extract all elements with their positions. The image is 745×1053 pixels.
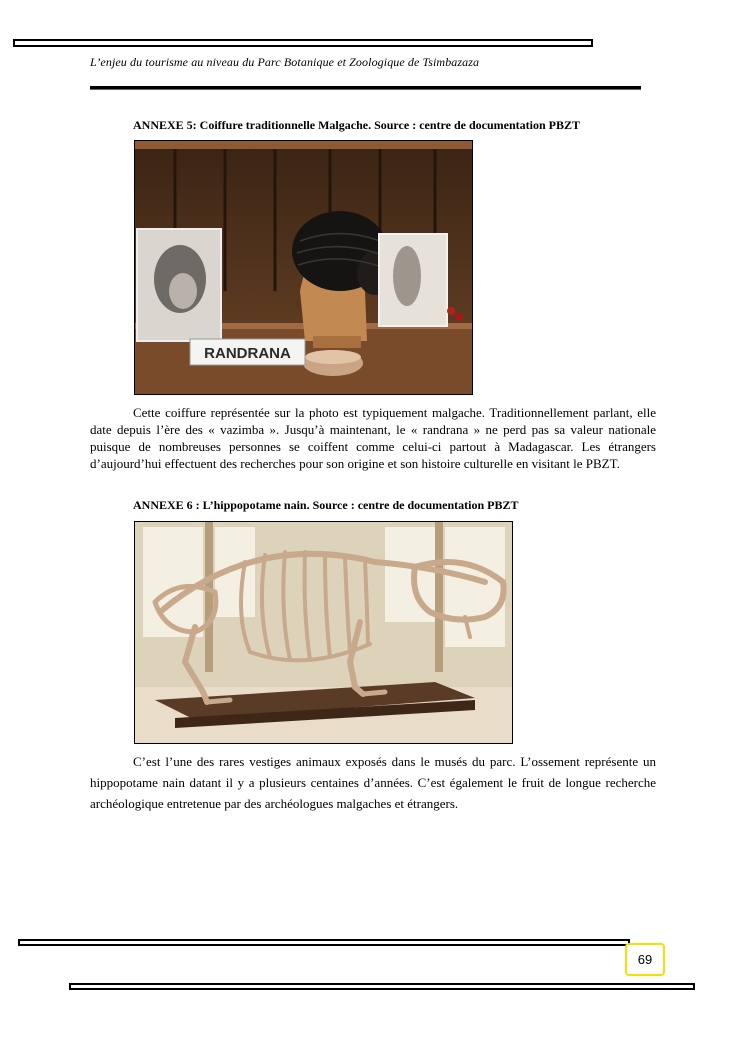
page-number: 69 [625,943,665,976]
annex-5-caption: ANNEXE 5: Coiffure traditionnelle Malgache. Source : centre de documentation PBZT [133,118,580,132]
randrana-sign-text: RANDRANA [204,345,291,362]
annex-6-caption: ANNEXE 6 : L’hippopotame nain. Source : centre de documentation PBZT [133,498,519,512]
randrana-hairstyle-photo [134,140,473,395]
header-underline [90,86,641,90]
running-header: L’enjeu du tourisme au niveau du Parc Botanique et Zoologique de Tsimbazaza [90,55,480,69]
paragraph-randrana: Cette coiffure représentée sur la photo est typiquement malgache. Traditionnellement parlant, elle date depuis l’ère des « vazimba ». Jusqu’à maintenant, le « randrana » ne perd pas sa valeur nationale puisque de nombreuses personnes se coiffent comme celui-ci partout à Madagascar. Les étrangers d’aujourd’hui effectuent des recherches pour son origine et son histoire culturelle en visitant le PBZT. [90,405,656,471]
paragraph-hippopotamus: C’est l’une des rares vestiges animaux exposés dans le musés du parc. L’ossement représente un hippopotame nain datant il y a plusieurs centaines d’années. C’est également le fruit de longue recherche archéologique entretenue par des archéologues malgaches et étrangers. [90,754,656,811]
header-frame-rule [13,39,593,47]
pygmy-hippo-skeleton-photo [134,521,513,744]
footer-lower-rule [69,983,695,990]
footer-frame-rule [18,939,630,946]
